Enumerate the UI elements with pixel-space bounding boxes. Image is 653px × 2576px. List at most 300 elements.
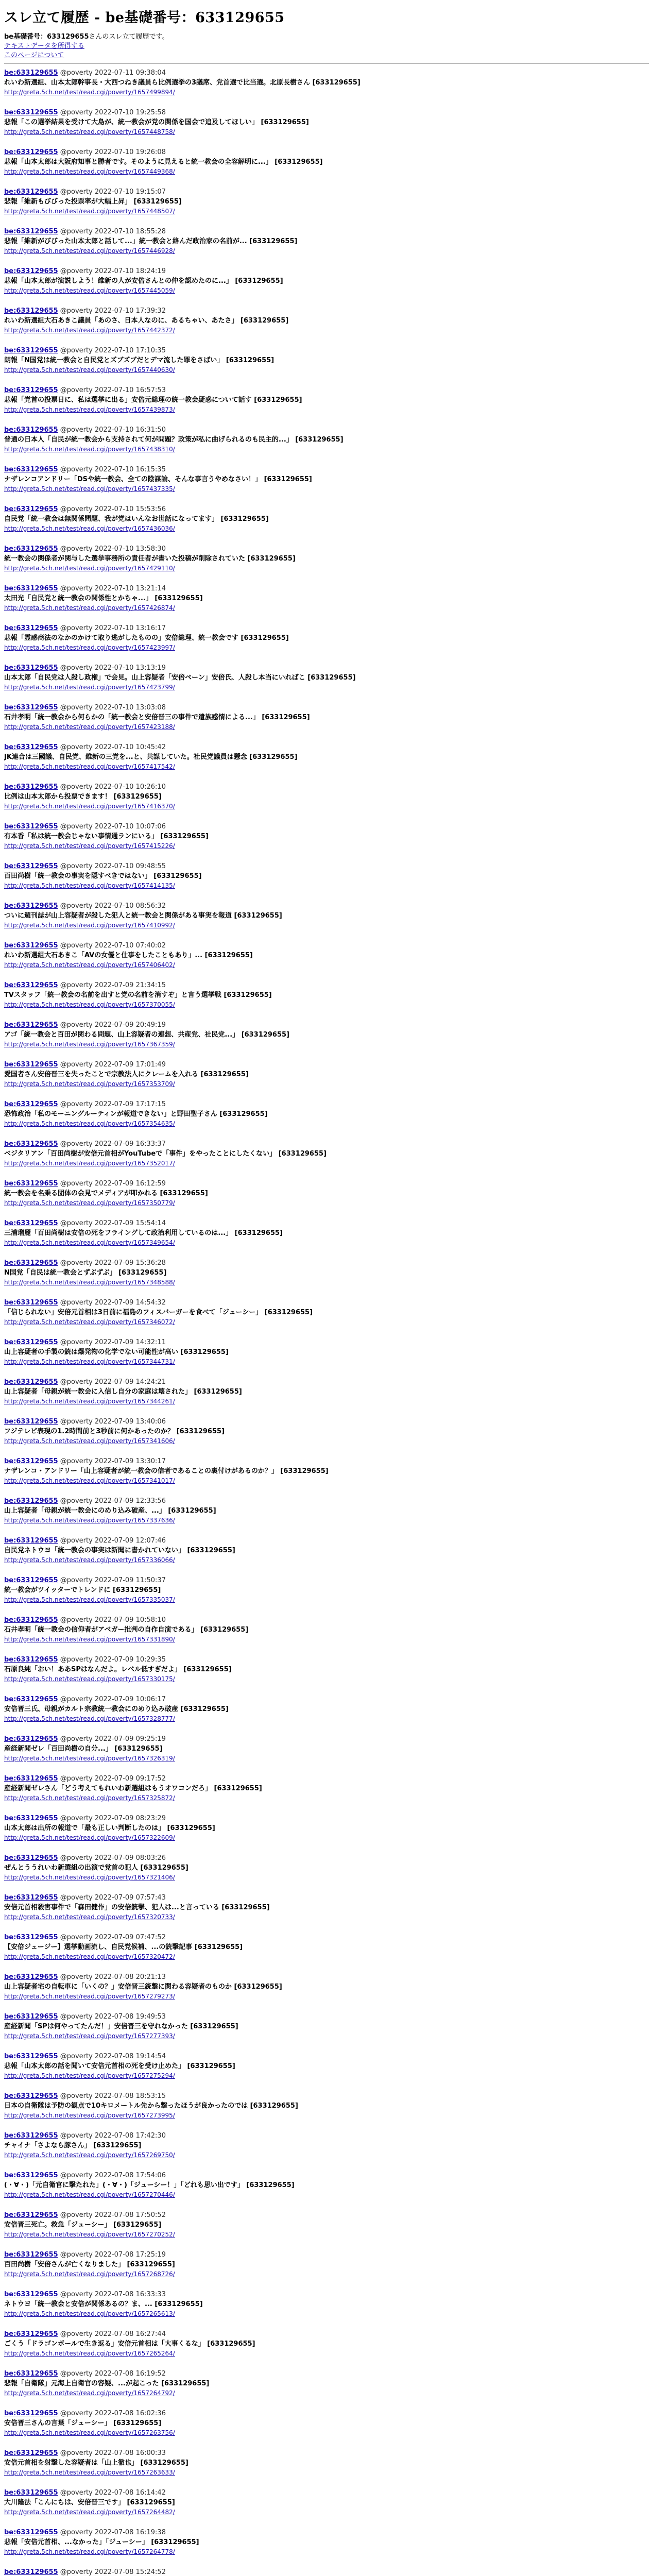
post-date: @poverty 2022-07-10 17:39:32 — [60, 307, 166, 315]
thread-entry — [4, 1615, 649, 1655]
author-link[interactable]: be:633129655 — [4, 267, 58, 275]
thread-title: 安倍晋三死亡。救急「ジューシー」 [633129655] — [4, 2221, 162, 2229]
thread-url-link[interactable]: http://greta.5ch.net/test/read.cgi/poverty/1657499894/ — [4, 89, 175, 96]
thread-title: 安倍元首相を射撃した容疑者は「山上徹也」 [633129655] — [4, 2459, 188, 2467]
thread-entry — [4, 822, 649, 861]
author-link[interactable]: be:633129655 — [4, 1100, 58, 1108]
thread-entry — [4, 2329, 649, 2369]
thread-url-link[interactable]: http://greta.5ch.net/test/read.cgi/poverty/1657367359/ — [4, 1041, 175, 1048]
thread-url-link[interactable]: http://greta.5ch.net/test/read.cgi/poverty/1657353709/ — [4, 1080, 175, 1088]
thread-title: ごくう「ドラゴンボールで生き返る」安倍元首相は「大事くるな」 [633129655] — [4, 2340, 255, 2348]
entry-header — [4, 1694, 649, 1704]
author-link[interactable]: be:633129655 — [4, 1219, 58, 1227]
author-link[interactable]: be:633129655 — [4, 545, 58, 553]
author-link[interactable]: be:633129655 — [4, 1696, 58, 1703]
author-link[interactable]: be:633129655 — [4, 2172, 58, 2179]
author-link[interactable]: be:633129655 — [4, 1894, 58, 1902]
post-date: @poverty 2022-07-10 18:24:19 — [60, 267, 166, 275]
thread-title: N国党「自民は統一教会とずぶずぶ」 [633129655] — [4, 1269, 167, 1277]
entry-header — [4, 822, 649, 832]
text-data-link[interactable]: テキストデータを所得する — [4, 42, 84, 50]
post-date: @poverty 2022-07-10 18:55:28 — [60, 228, 166, 235]
post-date: @poverty 2022-07-08 17:54:06 — [60, 2172, 166, 2179]
author-link[interactable]: be:633129655 — [4, 981, 58, 989]
entry-header — [4, 1417, 649, 1427]
thread-url-link[interactable]: http://greta.5ch.net/test/read.cgi/poverty/1657406402/ — [4, 961, 175, 969]
thread-entry — [4, 1536, 649, 1575]
thread-entry — [4, 2131, 649, 2171]
post-date: @poverty 2022-07-08 16:33:33 — [60, 2291, 166, 2298]
entry-header — [4, 1615, 649, 1625]
thread-entry — [4, 1853, 649, 1893]
entry-header — [4, 306, 649, 316]
author-link[interactable]: be:633129655 — [4, 743, 58, 751]
thread-entry — [4, 504, 649, 544]
thread-title: 安倍元首相殺害事件で「森田健作」の安倍銃撃、犯人は...と言っている [633129655] — [4, 1904, 270, 1911]
thread-url-link[interactable]: http://greta.5ch.net/test/read.cgi/poverty/1657325872/ — [4, 1794, 175, 1802]
author-link[interactable]: be:633129655 — [4, 1497, 58, 1505]
thread-entry — [4, 266, 649, 306]
post-date: @poverty 2022-07-08 20:21:13 — [60, 1973, 166, 1981]
entry-header — [4, 2290, 649, 2299]
thread-entry — [4, 1456, 649, 1496]
post-date: @poverty 2022-07-10 10:26:10 — [60, 783, 166, 791]
thread-url-link[interactable]: http://greta.5ch.net/test/read.cgi/poverty/1657326319/ — [4, 1755, 175, 1762]
thread-url-link[interactable]: http://greta.5ch.net/test/read.cgi/poverty/1657268726/ — [4, 2270, 175, 2278]
author-link[interactable]: be:633129655 — [4, 2291, 58, 2298]
thread-url-link[interactable]: http://greta.5ch.net/test/read.cgi/poverty/1657277393/ — [4, 2032, 175, 2040]
author-link[interactable]: be:633129655 — [4, 624, 58, 632]
thread-url-link[interactable]: http://greta.5ch.net/test/read.cgi/poverty/1657414135/ — [4, 882, 175, 889]
author-link[interactable]: be:633129655 — [4, 1815, 58, 1822]
thread-url-link[interactable]: http://greta.5ch.net/test/read.cgi/poverty/1657346072/ — [4, 1318, 175, 1326]
thread-title: 悲報「霊感商法のなかのかけて取り逃がしたものの」安倍総理、統一教会です [633129655] — [4, 634, 289, 642]
thread-entry — [4, 1218, 649, 1258]
post-date: @poverty 2022-07-10 07:40:02 — [60, 942, 166, 950]
thread-title: 石原良純「おい！ああSPはなんだよ。レベル低すぎだよ」 [633129655] — [4, 1666, 232, 1673]
thread-url-link[interactable]: http://greta.5ch.net/test/read.cgi/poverty/1657341606/ — [4, 1437, 175, 1445]
thread-url-link[interactable]: http://greta.5ch.net/test/read.cgi/poverty/1657423188/ — [4, 723, 175, 731]
thread-entry — [4, 2171, 649, 2210]
thread-url-link[interactable]: http://greta.5ch.net/test/read.cgi/poverty/1657341017/ — [4, 1477, 175, 1484]
post-date: @poverty 2022-07-08 17:25:19 — [60, 2251, 166, 2259]
post-date: @poverty 2022-07-08 17:42:30 — [60, 2132, 166, 2140]
thread-entry — [4, 108, 649, 147]
post-date: @poverty 2022-07-10 17:10:35 — [60, 347, 166, 354]
author-link[interactable]: be:633129655 — [4, 1378, 58, 1386]
thread-url-link[interactable]: http://greta.5ch.net/test/read.cgi/poverty/1657439873/ — [4, 406, 175, 413]
thread-title: 安倍晋三さんの言葉「ジューシー」 [633129655] — [4, 2419, 162, 2427]
thread-title: アゴ「統一教会と百田が関わる問題、山上容疑者の連想、共産党、社民党...」 [633129655] — [4, 1031, 289, 1039]
author-link[interactable]: be:633129655 — [4, 1537, 58, 1545]
author-link[interactable]: be:633129655 — [4, 1775, 58, 1783]
entry-header — [4, 1020, 649, 1030]
thread-url-link[interactable]: http://greta.5ch.net/test/read.cgi/poverty/1657270252/ — [4, 2231, 175, 2238]
entry-header — [4, 1218, 649, 1228]
thread-url-link[interactable]: http://greta.5ch.net/test/read.cgi/poverty/1657328777/ — [4, 1715, 175, 1722]
post-date: @poverty 2022-07-10 19:26:08 — [60, 148, 166, 156]
thread-entry — [4, 1298, 649, 1337]
post-date: @poverty 2022-07-09 16:12:59 — [60, 1180, 166, 1188]
entry-header — [4, 941, 649, 951]
thread-url-link[interactable]: http://greta.5ch.net/test/read.cgi/poverty/1657448758/ — [4, 128, 175, 135]
post-date: @poverty 2022-07-10 10:07:06 — [60, 823, 166, 831]
thread-url-link[interactable]: http://greta.5ch.net/test/read.cgi/poverty/1657269750/ — [4, 2151, 175, 2159]
thread-entry — [4, 425, 649, 465]
entry-header — [4, 980, 649, 990]
author-link[interactable]: be:633129655 — [4, 1577, 58, 1584]
thread-entry — [4, 1099, 649, 1139]
thread-url-link[interactable]: http://greta.5ch.net/test/read.cgi/poverty/1657416370/ — [4, 803, 175, 810]
entry-header — [4, 1814, 649, 1823]
entry-header — [4, 1933, 649, 1942]
thread-entry — [4, 2210, 649, 2250]
post-date: @poverty 2022-07-09 09:25:19 — [60, 1735, 166, 1743]
author-link[interactable]: be:633129655 — [4, 426, 58, 434]
thread-url-link[interactable]: http://greta.5ch.net/test/read.cgi/poverty/1657426874/ — [4, 604, 175, 612]
thread-title: 悲報「維新がびびった山本太郎と話して...」統一教会と絡んだ政治家の名前が... [633129655] — [4, 238, 298, 245]
thread-url-link[interactable]: http://greta.5ch.net/test/read.cgi/poverty/1657415226/ — [4, 842, 175, 850]
entry-header — [4, 544, 649, 554]
entry-header — [4, 584, 649, 594]
author-link[interactable]: be:633129655 — [4, 2092, 58, 2100]
post-date: @poverty 2022-07-10 13:13:19 — [60, 664, 166, 672]
thread-title: 悲報「党首の投票日に、私は選挙に出る」安倍元総理の統一教会疑惑について話す [633129655] — [4, 396, 302, 404]
entry-header — [4, 742, 649, 752]
author-link[interactable]: be:633129655 — [4, 2529, 58, 2536]
thread-url-link[interactable]: http://greta.5ch.net/test/read.cgi/poverty/1657263756/ — [4, 2429, 175, 2436]
thread-url-link[interactable]: http://greta.5ch.net/test/read.cgi/poverty/1657437335/ — [4, 485, 175, 493]
thread-title: 統一教会がツイッターでトレンドに [633129655] — [4, 1586, 161, 1594]
author-link[interactable]: be:633129655 — [4, 1140, 58, 1148]
thread-entry — [4, 2369, 649, 2409]
author-link[interactable]: be:633129655 — [4, 505, 58, 513]
thread-url-link[interactable]: http://greta.5ch.net/test/read.cgi/poverty/1657410992/ — [4, 922, 175, 929]
post-date: @poverty 2022-07-09 16:33:37 — [60, 1140, 166, 1148]
post-date: @poverty 2022-07-10 08:56:32 — [60, 902, 166, 910]
author-link[interactable]: be:633129655 — [4, 823, 58, 831]
thread-entry — [4, 2528, 649, 2567]
entry-header — [4, 2369, 649, 2379]
thread-url-link[interactable]: http://greta.5ch.net/test/read.cgi/poverty/1657445059/ — [4, 287, 175, 294]
thread-entry — [4, 465, 649, 504]
thread-url-link[interactable]: http://greta.5ch.net/test/read.cgi/poverty/1657449368/ — [4, 168, 175, 175]
post-date: @poverty 2022-07-10 15:53:56 — [60, 505, 166, 513]
author-link[interactable]: be:633129655 — [4, 2013, 58, 2021]
thread-url-link[interactable]: http://greta.5ch.net/test/read.cgi/poverty/1657348588/ — [4, 1279, 175, 1286]
entry-header — [4, 2091, 649, 2101]
post-date: @poverty 2022-07-10 13:58:30 — [60, 545, 166, 553]
entry-header — [4, 1179, 649, 1189]
thread-url-link[interactable]: http://greta.5ch.net/test/read.cgi/poverty/1657436036/ — [4, 525, 175, 532]
thread-title: 悲報「山本太郎の話を聞いて安倍元首相の死を受け止めた」 [633129655] — [4, 2062, 235, 2070]
entry-header — [4, 1496, 649, 1506]
thread-url-link[interactable]: http://greta.5ch.net/test/read.cgi/poverty/1657354635/ — [4, 1120, 175, 1127]
author-link[interactable]: be:633129655 — [4, 307, 58, 315]
post-date: @poverty 2022-07-09 13:30:17 — [60, 1458, 166, 1465]
about-page-link[interactable]: このページについて — [4, 52, 64, 59]
post-date: @poverty 2022-07-09 14:24:21 — [60, 1378, 166, 1386]
thread-url-link[interactable]: http://greta.5ch.net/test/read.cgi/poverty/1657417542/ — [4, 763, 175, 770]
thread-entry — [4, 2409, 649, 2448]
thread-title: 山上容疑者「母親が統一教会にのめり込み破産、...」 [633129655] — [4, 1507, 216, 1515]
author-link[interactable]: be:633129655 — [4, 1259, 58, 1267]
thread-url-link[interactable]: http://greta.5ch.net/test/read.cgi/poverty/1657349654/ — [4, 1239, 175, 1246]
entry-header — [4, 187, 649, 197]
entry-header — [4, 2488, 649, 2498]
author-link[interactable]: be:633129655 — [4, 1973, 58, 1981]
entry-header — [4, 2210, 649, 2220]
post-date: @poverty 2022-07-09 10:29:35 — [60, 1656, 166, 1664]
post-date: @poverty 2022-07-09 07:47:52 — [60, 1934, 166, 1941]
post-date: @poverty 2022-07-08 16:14:42 — [60, 2489, 166, 2497]
post-date: @poverty 2022-07-08 19:49:53 — [60, 2013, 166, 2021]
thread-title: 産経新聞ゼレ「百田尚樹の自分...」 [633129655] — [4, 1745, 163, 1753]
author-link[interactable]: be:633129655 — [4, 1458, 58, 1465]
author-link[interactable]: be:633129655 — [4, 2053, 58, 2060]
thread-url-link[interactable]: http://greta.5ch.net/test/read.cgi/poverty/1657344261/ — [4, 1398, 175, 1405]
entry-header — [4, 2250, 649, 2260]
page-title: スレ立て履歴 - be基礎番号：633129655 — [4, 10, 285, 26]
thread-url-link[interactable]: http://greta.5ch.net/test/read.cgi/poverty/1657337636/ — [4, 1517, 175, 1524]
thread-title: 自民党「統一教会は無関係問題、我が党はいんなお世話になってます」 [633129655] — [4, 515, 269, 523]
thread-title: (・∀・)「元自衛官に撃たれた」(・∀・)「ジューシー！」「どれも思い出です」 [633129655] — [4, 2181, 295, 2189]
thread-title: ネトウヨ「統一教会と安倍が関係あるの？ま、... [633129655] — [4, 2300, 203, 2308]
entry-header — [4, 147, 649, 157]
post-date: @poverty 2022-07-10 13:03:08 — [60, 704, 166, 711]
entry-header — [4, 1337, 649, 1347]
thread-title: ベジタリアン「百田尚樹が安倍元首相がYouTubeで「事件」をやったことにしたくない」 [633129655] — [4, 1150, 327, 1158]
author-link[interactable]: be:633129655 — [4, 1735, 58, 1743]
author-link[interactable]: be:633129655 — [4, 2489, 58, 2497]
thread-list — [4, 68, 649, 2576]
post-date: @poverty 2022-07-09 12:07:46 — [60, 1537, 166, 1545]
post-date: @poverty 2022-07-08 16:02:36 — [60, 2410, 166, 2417]
thread-url-link[interactable]: http://greta.5ch.net/test/read.cgi/poverty/1657273995/ — [4, 2112, 175, 2119]
author-link[interactable]: be:633129655 — [4, 2251, 58, 2259]
thread-title: 三浦瑠麗「百田尚樹は安倍の死をフライングして政治利用しているのは...」 [633129655] — [4, 1229, 283, 1237]
author-link[interactable]: be:633129655 — [4, 1021, 58, 1029]
author-link[interactable]: be:633129655 — [4, 347, 58, 354]
thread-url-link[interactable]: http://greta.5ch.net/test/read.cgi/poverty/1657264482/ — [4, 2509, 175, 2516]
thread-entry — [4, 1417, 649, 1456]
post-date: @poverty 2022-07-10 10:45:42 — [60, 743, 166, 751]
thread-url-link[interactable]: http://greta.5ch.net/test/read.cgi/poverty/1657352017/ — [4, 1160, 175, 1167]
author-link[interactable]: be:633129655 — [4, 1616, 58, 1624]
thread-url-link[interactable]: http://greta.5ch.net/test/read.cgi/poverty/1657265264/ — [4, 2350, 175, 2357]
thread-title: 山本太郎は出所の報道で「最も正しい判断したのは」 [633129655] — [4, 1824, 215, 1832]
thread-title: 統一教会を名乗る団体の会見でメディアが叩かれる [633129655] — [4, 1190, 208, 1197]
thread-title: 石井孝明「統一教会から何らかの「統一教会と安倍晋三の事件で遺族感情による...」 [633129655] — [4, 714, 310, 721]
thread-entry — [4, 861, 649, 901]
thread-entry — [4, 742, 649, 782]
thread-entry — [4, 544, 649, 584]
thread-url-link[interactable]: http://greta.5ch.net/test/read.cgi/poverty/1657330175/ — [4, 1675, 175, 1683]
author-link[interactable]: be:633129655 — [4, 228, 58, 235]
thread-entry — [4, 663, 649, 703]
thread-title: 統一教会の関係者が関与した選挙事務所の責任者が書いた投稿が削除されていた [633129655] — [4, 555, 296, 563]
author-link[interactable]: be:633129655 — [4, 862, 58, 870]
author-link[interactable]: be:633129655 — [4, 386, 58, 394]
thread-url-link[interactable]: http://greta.5ch.net/test/read.cgi/poverty/1657322609/ — [4, 1834, 175, 1841]
thread-url-link[interactable]: http://greta.5ch.net/test/read.cgi/poverty/1657264792/ — [4, 2389, 175, 2397]
thread-url-link[interactable]: http://greta.5ch.net/test/read.cgi/poverty/1657265613/ — [4, 2310, 175, 2317]
thread-url-link[interactable]: http://greta.5ch.net/test/read.cgi/poverty/1657275294/ — [4, 2072, 175, 2079]
thread-url-link[interactable]: http://greta.5ch.net/test/read.cgi/poverty/1657320733/ — [4, 1913, 175, 1921]
entry-header — [4, 1377, 649, 1387]
thread-entry — [4, 2448, 649, 2488]
thread-url-link[interactable]: http://greta.5ch.net/test/read.cgi/poverty/1657335037/ — [4, 1596, 175, 1603]
thread-title: 有本香「私は統一教会じゃない事情通ランにいる」 [633129655] — [4, 833, 209, 840]
post-date: @poverty 2022-07-10 16:57:53 — [60, 386, 166, 394]
header-divider — [4, 63, 649, 64]
post-date: @poverty 2022-07-09 08:03:26 — [60, 1854, 166, 1862]
post-date: @poverty 2022-07-08 16:00:33 — [60, 2449, 166, 2457]
thread-entry — [4, 227, 649, 266]
post-date: @poverty 2022-07-10 09:48:55 — [60, 862, 166, 870]
entry-header — [4, 1853, 649, 1863]
author-link[interactable]: be:633129655 — [4, 664, 58, 672]
post-date: @poverty 2022-07-08 18:53:15 — [60, 2092, 166, 2100]
author-link[interactable]: be:633129655 — [4, 942, 58, 950]
thread-url-link[interactable]: http://greta.5ch.net/test/read.cgi/poverty/1657370055/ — [4, 1001, 175, 1008]
thread-title: 石井孝明「統一教会の信仰者がアベガー批判の自作自演である」 [633129655] — [4, 1626, 249, 1634]
author-link[interactable]: be:633129655 — [4, 2449, 58, 2457]
entry-header — [4, 2171, 649, 2180]
thread-url-link[interactable]: http://greta.5ch.net/test/read.cgi/poverty/1657270446/ — [4, 2191, 175, 2198]
thread-entry — [4, 1139, 649, 1179]
thread-url-link[interactable]: http://greta.5ch.net/test/read.cgi/poverty/1657423997/ — [4, 644, 175, 651]
author-link[interactable]: be:633129655 — [4, 2568, 58, 2576]
thread-entry — [4, 1893, 649, 1933]
thread-entry — [4, 2052, 649, 2091]
entry-header — [4, 1139, 649, 1149]
thread-entry — [4, 1814, 649, 1853]
post-date: @poverty 2022-07-08 17:50:52 — [60, 2211, 166, 2219]
thread-entry — [4, 2567, 649, 2576]
author-link[interactable]: be:633129655 — [4, 1934, 58, 1941]
thread-url-link[interactable]: http://greta.5ch.net/test/read.cgi/poverty/1657423799/ — [4, 684, 175, 691]
thread-entry — [4, 1496, 649, 1536]
entry-header — [4, 1774, 649, 1784]
post-date: @poverty 2022-07-09 08:23:29 — [60, 1815, 166, 1822]
post-date: @poverty 2022-07-08 15:24:52 — [60, 2568, 166, 2576]
thread-entry — [4, 1694, 649, 1734]
thread-entry — [4, 941, 649, 980]
thread-entry — [4, 1575, 649, 1615]
post-date: @poverty 2022-07-09 14:32:11 — [60, 1338, 166, 1346]
entry-header — [4, 2448, 649, 2458]
author-link[interactable]: be:633129655 — [4, 466, 58, 473]
thread-url-link[interactable]: http://greta.5ch.net/test/read.cgi/poverty/1657263633/ — [4, 2469, 175, 2476]
thread-url-link[interactable]: http://greta.5ch.net/test/read.cgi/poverty/1657321406/ — [4, 1874, 175, 1881]
post-date: @poverty 2022-07-09 07:57:43 — [60, 1894, 166, 1902]
thread-entry — [4, 1060, 649, 1099]
author-link[interactable]: be:633129655 — [4, 2370, 58, 2378]
author-link[interactable]: be:633129655 — [4, 109, 58, 116]
author-link[interactable]: be:633129655 — [4, 188, 58, 196]
thread-url-link[interactable]: http://greta.5ch.net/test/read.cgi/poverty/1657440630/ — [4, 366, 175, 374]
thread-title: 百田尚樹「安倍さんが亡くなりました」 [633129655] — [4, 2261, 175, 2268]
thread-title: TVスタッフ「統一教会の名前を出すと党の名前を消すぞ」と言う選挙戦 [633129655] — [4, 991, 272, 999]
thread-entry — [4, 980, 649, 1020]
post-date: @poverty 2022-07-08 16:27:44 — [60, 2330, 166, 2338]
author-link[interactable]: be:633129655 — [4, 1180, 58, 1188]
post-date: @poverty 2022-07-11 09:38:04 — [60, 69, 166, 77]
thread-title: 朗報「N国党は統一教会と自民党とズブズブだとデマ流した罪をさばい」 [633129655] — [4, 357, 274, 364]
entry-header — [4, 663, 649, 673]
post-date: @poverty 2022-07-10 19:25:58 — [60, 109, 166, 116]
author-link[interactable]: be:633129655 — [4, 902, 58, 910]
entry-header — [4, 1655, 649, 1665]
entry-header — [4, 504, 649, 514]
entry-header — [4, 1575, 649, 1585]
author-link[interactable]: be:633129655 — [4, 585, 58, 592]
thread-title: 産経新聞「SPは何やってたんだ！」安倍晋三を守れなかった [633129655] — [4, 2023, 238, 2030]
thread-url-link[interactable]: http://greta.5ch.net/test/read.cgi/poverty/1657446928/ — [4, 247, 175, 255]
author-link[interactable]: be:633129655 — [4, 69, 58, 77]
author-link[interactable]: be:633129655 — [4, 1061, 58, 1069]
author-link[interactable]: be:633129655 — [4, 148, 58, 156]
author-link[interactable]: be:633129655 — [4, 1656, 58, 1664]
thread-entry — [4, 1933, 649, 1972]
thread-url-link[interactable]: http://greta.5ch.net/test/read.cgi/poverty/1657320472/ — [4, 1953, 175, 1960]
thread-title: 普通の日本人「自民が統一教会から支持されて何が問題？政策が私に曲げられるのも民主的...」 [633129655] — [4, 436, 343, 444]
post-date: @poverty 2022-07-10 19:15:07 — [60, 188, 166, 196]
thread-title: ぜんとううれいわ新選組の出演で党首の犯人 [633129655] — [4, 1864, 188, 1872]
thread-entry — [4, 1774, 649, 1814]
thread-url-link[interactable]: http://greta.5ch.net/test/read.cgi/poverty/1657350779/ — [4, 1199, 175, 1207]
thread-url-link[interactable]: http://greta.5ch.net/test/read.cgi/poverty/1657344731/ — [4, 1358, 175, 1365]
author-link[interactable]: be:633129655 — [4, 1338, 58, 1346]
entry-header — [4, 2012, 649, 2022]
entry-header — [4, 1456, 649, 1466]
author-link[interactable]: be:633129655 — [4, 1854, 58, 1862]
thread-entry — [4, 2250, 649, 2290]
author-link[interactable]: be:633129655 — [4, 2132, 58, 2140]
author-link[interactable]: be:633129655 — [4, 1299, 58, 1307]
entry-header — [4, 861, 649, 871]
thread-entry — [4, 1179, 649, 1218]
thread-title: 悲報「山本太郎が演説しよう！維新の人が安倍さんとの仲を認めたのに...」 [633129655] — [4, 277, 283, 285]
entry-header — [4, 2329, 649, 2339]
author-link[interactable]: be:633129655 — [4, 2211, 58, 2219]
author-link[interactable]: be:633129655 — [4, 1418, 58, 1426]
post-date: @poverty 2022-07-09 09:17:52 — [60, 1775, 166, 1783]
author-link[interactable]: be:633129655 — [4, 2410, 58, 2417]
thread-url-link[interactable]: http://greta.5ch.net/test/read.cgi/poverty/1657264778/ — [4, 2548, 175, 2555]
thread-url-link[interactable]: http://greta.5ch.net/test/read.cgi/poverty/1657438310/ — [4, 446, 175, 453]
thread-entry — [4, 1655, 649, 1694]
post-date: @poverty 2022-07-10 13:21:14 — [60, 585, 166, 592]
entry-header — [4, 385, 649, 395]
thread-title: 自民党ネトウヨ「統一教会の事実は新聞に書かれていない」 [633129655] — [4, 1547, 235, 1554]
author-link[interactable]: be:633129655 — [4, 704, 58, 711]
thread-url-link[interactable]: http://greta.5ch.net/test/read.cgi/poverty/1657442372/ — [4, 327, 175, 334]
post-date: @poverty 2022-07-09 12:33:56 — [60, 1497, 166, 1505]
thread-title: ナザレンコアンドリー「DSや統一教会、全ての陰謀論、そんな事言うやめなさい！」 [633129655] — [4, 476, 312, 483]
author-link[interactable]: be:633129655 — [4, 783, 58, 791]
thread-title: 悲報「維新もびびった投票率が大幅上昇」 [633129655] — [4, 198, 182, 206]
thread-url-link[interactable]: http://greta.5ch.net/test/read.cgi/poverty/1657279273/ — [4, 1993, 175, 2000]
thread-title: ナザレンコ・アンドリー「山上容疑者が統一教会の信者であることの裏付けがあるのか？」 [633129655] — [4, 1467, 329, 1475]
thread-url-link[interactable]: http://greta.5ch.net/test/read.cgi/poverty/1657336066/ — [4, 1556, 175, 1564]
thread-url-link[interactable]: http://greta.5ch.net/test/read.cgi/poverty/1657429110/ — [4, 565, 175, 572]
thread-title: 山上容疑者宅の自転車に「いくの？」安倍晋三銃撃に関わる容疑者のものか [633129655] — [4, 1983, 282, 1991]
thread-url-link[interactable]: http://greta.5ch.net/test/read.cgi/poverty/1657448507/ — [4, 208, 175, 215]
thread-url-link[interactable]: http://greta.5ch.net/test/read.cgi/poverty/1657331890/ — [4, 1636, 175, 1643]
author-link[interactable]: be:633129655 — [4, 2330, 58, 2338]
